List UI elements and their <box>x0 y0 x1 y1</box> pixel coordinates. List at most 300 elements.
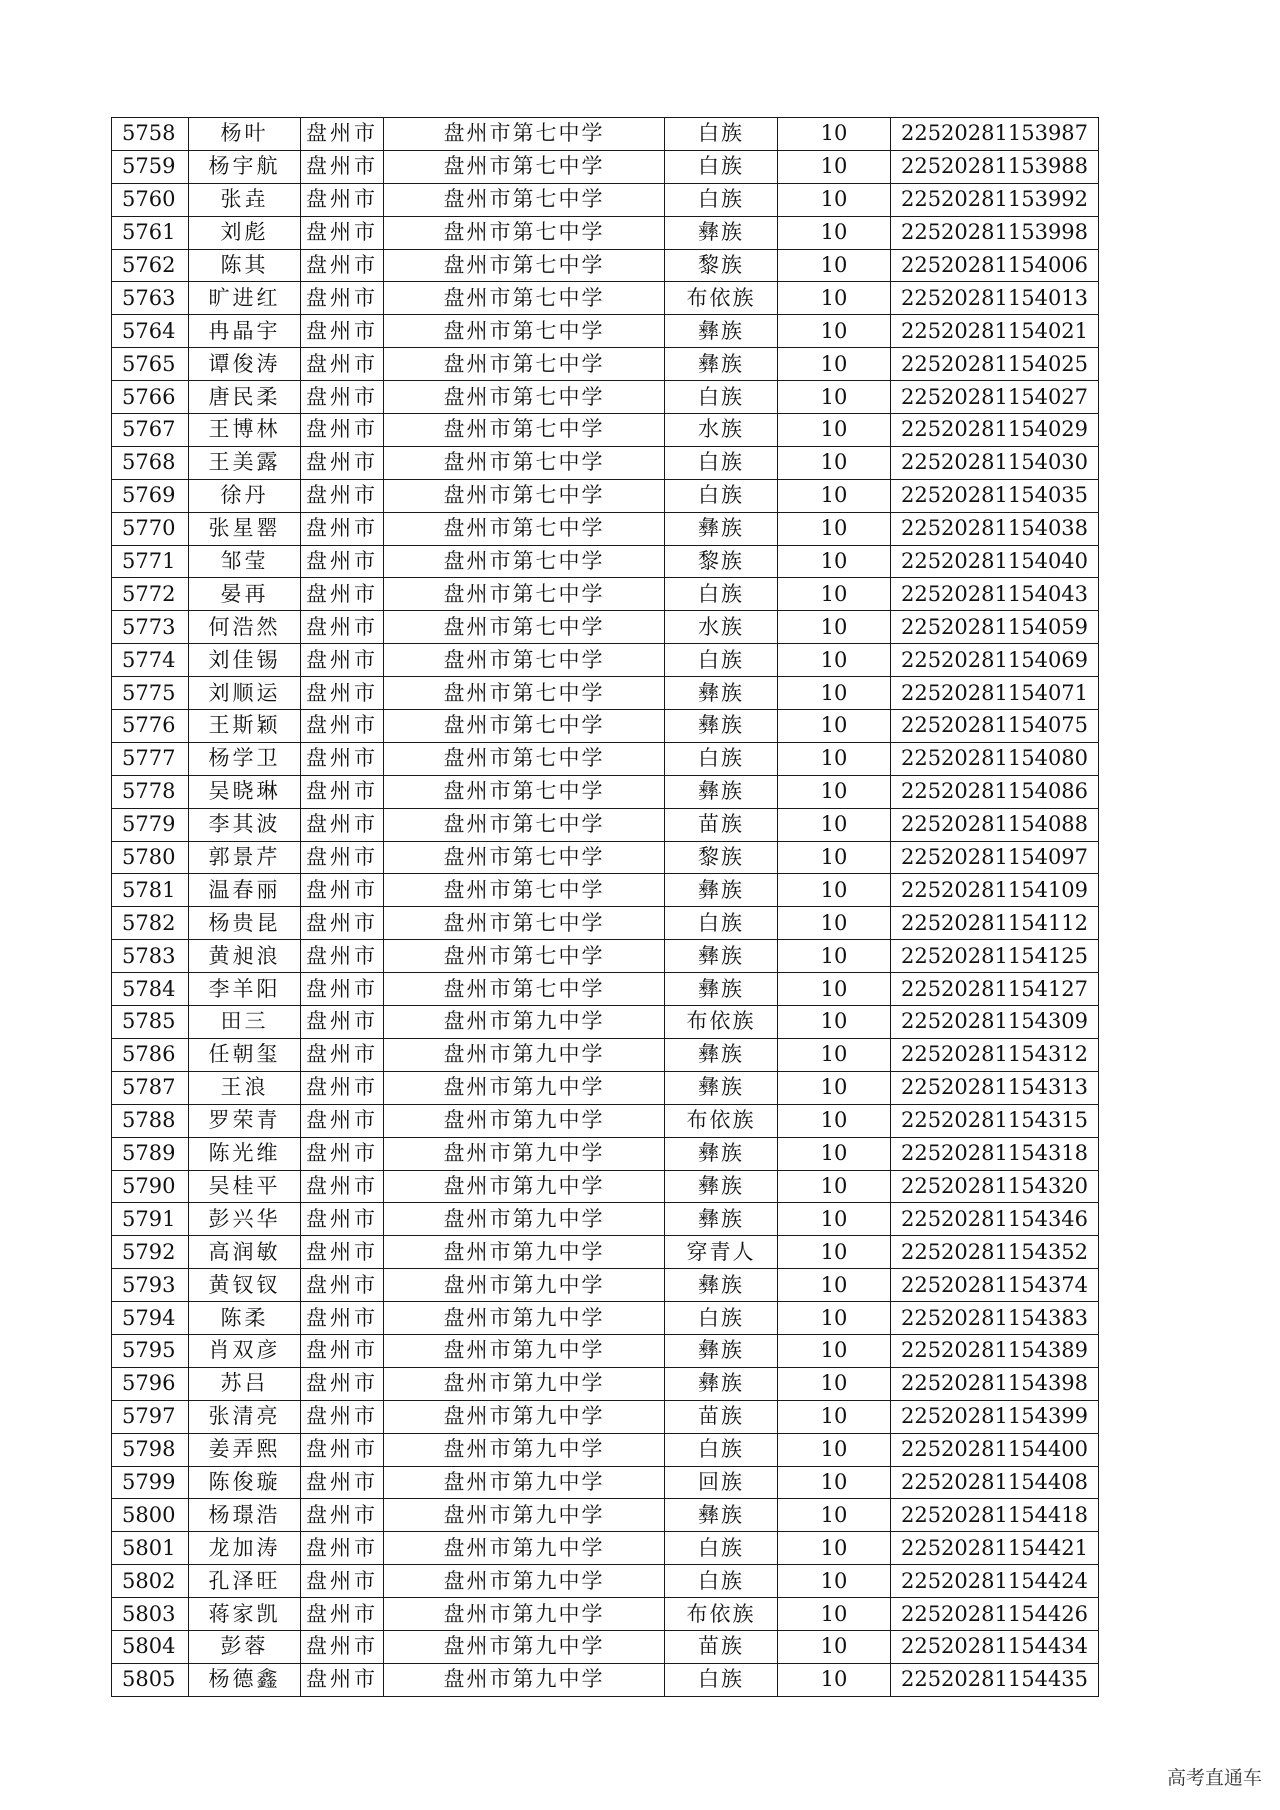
row-number-cell: 5784 <box>112 973 189 1006</box>
school-cell: 盘州市第九中学 <box>384 1630 665 1663</box>
table-row <box>112 545 1099 578</box>
exam-id-cell: 22520281154080 <box>891 742 1099 775</box>
table-row <box>112 282 1099 315</box>
school-cell: 盘州市第七中学 <box>384 841 665 874</box>
table-row <box>112 907 1099 940</box>
city-cell: 盘州市 <box>301 150 384 183</box>
city-cell: 盘州市 <box>301 1137 384 1170</box>
city-cell: 盘州市 <box>301 545 384 578</box>
grade-cell: 10 <box>778 1565 891 1598</box>
row-number-cell: 5773 <box>112 611 189 644</box>
grade-cell: 10 <box>778 808 891 841</box>
grade-cell: 10 <box>778 907 891 940</box>
ethnicity-cell: 白族 <box>665 1433 778 1466</box>
grade-cell: 10 <box>778 841 891 874</box>
ethnicity-cell: 白族 <box>665 446 778 479</box>
grade-cell: 10 <box>778 1236 891 1269</box>
grade-cell: 10 <box>778 677 891 710</box>
row-number-cell: 5771 <box>112 545 189 578</box>
row-number-cell: 5780 <box>112 841 189 874</box>
student-name-cell: 杨叶 <box>189 118 301 151</box>
exam-id-cell: 22520281154109 <box>891 874 1099 907</box>
table-row <box>112 841 1099 874</box>
exam-id-cell: 22520281154097 <box>891 841 1099 874</box>
exam-id-cell: 22520281154021 <box>891 315 1099 348</box>
school-cell: 盘州市第九中学 <box>384 1236 665 1269</box>
ethnicity-cell: 苗族 <box>665 1630 778 1663</box>
city-cell: 盘州市 <box>301 677 384 710</box>
student-name-cell: 晏再 <box>189 578 301 611</box>
row-number-cell: 5777 <box>112 742 189 775</box>
row-number-cell: 5776 <box>112 710 189 743</box>
student-name-cell: 刘顺运 <box>189 677 301 710</box>
row-number-cell: 5789 <box>112 1137 189 1170</box>
grade-cell: 10 <box>778 118 891 151</box>
city-cell: 盘州市 <box>301 315 384 348</box>
row-number-cell: 5772 <box>112 578 189 611</box>
table-row <box>112 1203 1099 1236</box>
grade-cell: 10 <box>778 1433 891 1466</box>
city-cell: 盘州市 <box>301 1269 384 1302</box>
exam-id-cell: 22520281154125 <box>891 940 1099 973</box>
city-cell: 盘州市 <box>301 841 384 874</box>
school-cell: 盘州市第七中学 <box>384 742 665 775</box>
ethnicity-cell: 彝族 <box>665 1203 778 1236</box>
student-name-cell: 唐民柔 <box>189 381 301 414</box>
grade-cell: 10 <box>778 282 891 315</box>
school-cell: 盘州市第七中学 <box>384 545 665 578</box>
ethnicity-cell: 白族 <box>665 118 778 151</box>
exam-id-cell: 22520281154071 <box>891 677 1099 710</box>
table-row <box>112 1433 1099 1466</box>
student-name-cell: 王浪 <box>189 1071 301 1104</box>
exam-id-cell: 22520281154029 <box>891 414 1099 447</box>
exam-id-cell: 22520281154320 <box>891 1170 1099 1203</box>
exam-id-cell: 22520281153987 <box>891 118 1099 151</box>
row-number-cell: 5799 <box>112 1466 189 1499</box>
student-name-cell: 吴桂平 <box>189 1170 301 1203</box>
ethnicity-cell: 苗族 <box>665 1400 778 1433</box>
exam-id-cell: 22520281154389 <box>891 1334 1099 1367</box>
roster-table <box>111 117 1099 1697</box>
table-row <box>112 348 1099 381</box>
grade-cell: 10 <box>778 710 891 743</box>
row-number-cell: 5759 <box>112 150 189 183</box>
table-row <box>112 1104 1099 1137</box>
table-row <box>112 381 1099 414</box>
city-cell: 盘州市 <box>301 1203 384 1236</box>
exam-id-cell: 22520281154075 <box>891 710 1099 743</box>
school-cell: 盘州市第九中学 <box>384 1302 665 1335</box>
table-row <box>112 710 1099 743</box>
school-cell: 盘州市第七中学 <box>384 808 665 841</box>
school-cell: 盘州市第九中学 <box>384 1466 665 1499</box>
student-name-cell: 王斯颖 <box>189 710 301 743</box>
ethnicity-cell: 布依族 <box>665 1598 778 1631</box>
exam-id-cell: 22520281153998 <box>891 216 1099 249</box>
school-cell: 盘州市第七中学 <box>384 578 665 611</box>
student-name-cell: 郭景芹 <box>189 841 301 874</box>
student-name-cell: 杨宇航 <box>189 150 301 183</box>
ethnicity-cell: 彝族 <box>665 1038 778 1071</box>
ethnicity-cell: 水族 <box>665 414 778 447</box>
ethnicity-cell: 白族 <box>665 1302 778 1335</box>
row-number-cell: 5761 <box>112 216 189 249</box>
exam-id-cell: 22520281154035 <box>891 479 1099 512</box>
table-row <box>112 1400 1099 1433</box>
ethnicity-cell: 白族 <box>665 742 778 775</box>
table-row <box>112 1137 1099 1170</box>
grade-cell: 10 <box>778 1598 891 1631</box>
ethnicity-cell: 白族 <box>665 150 778 183</box>
ethnicity-cell: 彝族 <box>665 348 778 381</box>
grade-cell: 10 <box>778 315 891 348</box>
school-cell: 盘州市第七中学 <box>384 216 665 249</box>
grade-cell: 10 <box>778 1137 891 1170</box>
row-number-cell: 5804 <box>112 1630 189 1663</box>
ethnicity-cell: 水族 <box>665 611 778 644</box>
city-cell: 盘州市 <box>301 118 384 151</box>
city-cell: 盘州市 <box>301 742 384 775</box>
table-row <box>112 512 1099 545</box>
exam-id-cell: 22520281154383 <box>891 1302 1099 1335</box>
exam-id-cell: 22520281154421 <box>891 1532 1099 1565</box>
city-cell: 盘州市 <box>301 512 384 545</box>
roster-body <box>112 118 1099 1697</box>
school-cell: 盘州市第九中学 <box>384 1170 665 1203</box>
city-cell: 盘州市 <box>301 1598 384 1631</box>
student-name-cell: 黄钗钗 <box>189 1269 301 1302</box>
student-name-cell: 刘佳锡 <box>189 644 301 677</box>
row-number-cell: 5763 <box>112 282 189 315</box>
exam-id-cell: 22520281154030 <box>891 446 1099 479</box>
ethnicity-cell: 彝族 <box>665 973 778 1006</box>
exam-id-cell: 22520281154352 <box>891 1236 1099 1269</box>
city-cell: 盘州市 <box>301 775 384 808</box>
school-cell: 盘州市第七中学 <box>384 479 665 512</box>
grade-cell: 10 <box>778 644 891 677</box>
ethnicity-cell: 穿青人 <box>665 1236 778 1269</box>
row-number-cell: 5793 <box>112 1269 189 1302</box>
student-name-cell: 何浩然 <box>189 611 301 644</box>
ethnicity-cell: 彝族 <box>665 315 778 348</box>
row-number-cell: 5769 <box>112 479 189 512</box>
row-number-cell: 5760 <box>112 183 189 216</box>
row-number-cell: 5794 <box>112 1302 189 1335</box>
ethnicity-cell: 彝族 <box>665 1334 778 1367</box>
school-cell: 盘州市第七中学 <box>384 348 665 381</box>
city-cell: 盘州市 <box>301 1170 384 1203</box>
student-name-cell: 王美露 <box>189 446 301 479</box>
exam-id-cell: 22520281154424 <box>891 1565 1099 1598</box>
table-row <box>112 611 1099 644</box>
row-number-cell: 5774 <box>112 644 189 677</box>
row-number-cell: 5800 <box>112 1499 189 1532</box>
ethnicity-cell: 白族 <box>665 1565 778 1598</box>
exam-id-cell: 22520281154025 <box>891 348 1099 381</box>
table-row <box>112 479 1099 512</box>
grade-cell: 10 <box>778 216 891 249</box>
exam-id-cell: 22520281154418 <box>891 1499 1099 1532</box>
student-name-cell: 徐丹 <box>189 479 301 512</box>
table-row <box>112 1334 1099 1367</box>
student-name-cell: 吴晓琳 <box>189 775 301 808</box>
city-cell: 盘州市 <box>301 446 384 479</box>
grade-cell: 10 <box>778 1630 891 1663</box>
row-number-cell: 5766 <box>112 381 189 414</box>
school-cell: 盘州市第七中学 <box>384 315 665 348</box>
row-number-cell: 5788 <box>112 1104 189 1137</box>
city-cell: 盘州市 <box>301 414 384 447</box>
school-cell: 盘州市第九中学 <box>384 1071 665 1104</box>
table-row <box>112 1565 1099 1598</box>
row-number-cell: 5768 <box>112 446 189 479</box>
ethnicity-cell: 苗族 <box>665 808 778 841</box>
grade-cell: 10 <box>778 1499 891 1532</box>
ethnicity-cell: 彝族 <box>665 1137 778 1170</box>
grade-cell: 10 <box>778 1006 891 1039</box>
city-cell: 盘州市 <box>301 1236 384 1269</box>
exam-id-cell: 22520281154315 <box>891 1104 1099 1137</box>
exam-id-cell: 22520281153988 <box>891 150 1099 183</box>
ethnicity-cell: 黎族 <box>665 841 778 874</box>
table-row <box>112 249 1099 282</box>
student-name-cell: 李其波 <box>189 808 301 841</box>
table-row <box>112 1038 1099 1071</box>
student-name-cell: 陈柔 <box>189 1302 301 1335</box>
student-name-cell: 邹莹 <box>189 545 301 578</box>
grade-cell: 10 <box>778 1269 891 1302</box>
grade-cell: 10 <box>778 545 891 578</box>
ethnicity-cell: 彝族 <box>665 1367 778 1400</box>
city-cell: 盘州市 <box>301 1499 384 1532</box>
school-cell: 盘州市第七中学 <box>384 150 665 183</box>
row-number-cell: 5785 <box>112 1006 189 1039</box>
table-row <box>112 973 1099 1006</box>
ethnicity-cell: 回族 <box>665 1466 778 1499</box>
ethnicity-cell: 彝族 <box>665 1170 778 1203</box>
school-cell: 盘州市第七中学 <box>384 973 665 1006</box>
row-number-cell: 5798 <box>112 1433 189 1466</box>
city-cell: 盘州市 <box>301 940 384 973</box>
ethnicity-cell: 彝族 <box>665 710 778 743</box>
ethnicity-cell: 布依族 <box>665 282 778 315</box>
ethnicity-cell: 白族 <box>665 907 778 940</box>
student-name-cell: 刘彪 <box>189 216 301 249</box>
ethnicity-cell: 白族 <box>665 183 778 216</box>
row-number-cell: 5795 <box>112 1334 189 1367</box>
table-row <box>112 1663 1099 1696</box>
school-cell: 盘州市第七中学 <box>384 249 665 282</box>
city-cell: 盘州市 <box>301 1038 384 1071</box>
table-row <box>112 578 1099 611</box>
ethnicity-cell: 白族 <box>665 1663 778 1696</box>
city-cell: 盘州市 <box>301 1006 384 1039</box>
student-name-cell: 姜弄熙 <box>189 1433 301 1466</box>
table-row <box>112 1630 1099 1663</box>
exam-id-cell: 22520281154038 <box>891 512 1099 545</box>
student-name-cell: 旷进红 <box>189 282 301 315</box>
student-name-cell: 张清亮 <box>189 1400 301 1433</box>
student-name-cell: 黄昶浪 <box>189 940 301 973</box>
exam-id-cell: 22520281154059 <box>891 611 1099 644</box>
student-name-cell: 任朝玺 <box>189 1038 301 1071</box>
exam-id-cell: 22520281154313 <box>891 1071 1099 1104</box>
ethnicity-cell: 布依族 <box>665 1006 778 1039</box>
grade-cell: 10 <box>778 249 891 282</box>
grade-cell: 10 <box>778 940 891 973</box>
grade-cell: 10 <box>778 414 891 447</box>
ethnicity-cell: 彝族 <box>665 1071 778 1104</box>
city-cell: 盘州市 <box>301 183 384 216</box>
ethnicity-cell: 白族 <box>665 479 778 512</box>
grade-cell: 10 <box>778 446 891 479</box>
school-cell: 盘州市第九中学 <box>384 1137 665 1170</box>
city-cell: 盘州市 <box>301 710 384 743</box>
student-name-cell: 冉晶宇 <box>189 315 301 348</box>
table-row <box>112 677 1099 710</box>
exam-id-cell: 22520281154400 <box>891 1433 1099 1466</box>
grade-cell: 10 <box>778 1367 891 1400</box>
school-cell: 盘州市第九中学 <box>384 1269 665 1302</box>
city-cell: 盘州市 <box>301 1334 384 1367</box>
table-row <box>112 644 1099 677</box>
table-row <box>112 1466 1099 1499</box>
table-row <box>112 1236 1099 1269</box>
exam-id-cell: 22520281154435 <box>891 1663 1099 1696</box>
ethnicity-cell: 彝族 <box>665 775 778 808</box>
row-number-cell: 5790 <box>112 1170 189 1203</box>
school-cell: 盘州市第七中学 <box>384 940 665 973</box>
student-name-cell: 龙加涛 <box>189 1532 301 1565</box>
exam-id-cell: 22520281154069 <box>891 644 1099 677</box>
table-row <box>112 1170 1099 1203</box>
row-number-cell: 5779 <box>112 808 189 841</box>
exam-id-cell: 22520281154127 <box>891 973 1099 1006</box>
grade-cell: 10 <box>778 611 891 644</box>
city-cell: 盘州市 <box>301 282 384 315</box>
ethnicity-cell: 白族 <box>665 644 778 677</box>
grade-cell: 10 <box>778 1038 891 1071</box>
school-cell: 盘州市第七中学 <box>384 775 665 808</box>
ethnicity-cell: 白族 <box>665 578 778 611</box>
city-cell: 盘州市 <box>301 1071 384 1104</box>
table-row <box>112 1302 1099 1335</box>
school-cell: 盘州市第七中学 <box>384 512 665 545</box>
ethnicity-cell: 彝族 <box>665 216 778 249</box>
school-cell: 盘州市第七中学 <box>384 446 665 479</box>
row-number-cell: 5786 <box>112 1038 189 1071</box>
row-number-cell: 5805 <box>112 1663 189 1696</box>
city-cell: 盘州市 <box>301 1104 384 1137</box>
exam-id-cell: 22520281154434 <box>891 1630 1099 1663</box>
school-cell: 盘州市第七中学 <box>384 414 665 447</box>
grade-cell: 10 <box>778 1071 891 1104</box>
grade-cell: 10 <box>778 1532 891 1565</box>
student-name-cell: 杨德鑫 <box>189 1663 301 1696</box>
student-name-cell: 陈光维 <box>189 1137 301 1170</box>
student-name-cell: 彭兴华 <box>189 1203 301 1236</box>
table-row <box>112 775 1099 808</box>
row-number-cell: 5802 <box>112 1565 189 1598</box>
exam-id-cell: 22520281154318 <box>891 1137 1099 1170</box>
table-row <box>112 1367 1099 1400</box>
student-name-cell: 谭俊涛 <box>189 348 301 381</box>
student-name-cell: 李羊阳 <box>189 973 301 1006</box>
grade-cell: 10 <box>778 150 891 183</box>
city-cell: 盘州市 <box>301 1367 384 1400</box>
city-cell: 盘州市 <box>301 479 384 512</box>
school-cell: 盘州市第九中学 <box>384 1203 665 1236</box>
student-name-cell: 张垚 <box>189 183 301 216</box>
student-name-cell: 温春丽 <box>189 874 301 907</box>
row-number-cell: 5764 <box>112 315 189 348</box>
city-cell: 盘州市 <box>301 1302 384 1335</box>
row-number-cell: 5801 <box>112 1532 189 1565</box>
exam-id-cell: 22520281154426 <box>891 1598 1099 1631</box>
student-name-cell: 陈俊璇 <box>189 1466 301 1499</box>
student-name-cell: 孔泽旺 <box>189 1565 301 1598</box>
city-cell: 盘州市 <box>301 1466 384 1499</box>
grade-cell: 10 <box>778 381 891 414</box>
city-cell: 盘州市 <box>301 381 384 414</box>
school-cell: 盘州市第七中学 <box>384 677 665 710</box>
city-cell: 盘州市 <box>301 808 384 841</box>
student-name-cell: 杨璟浩 <box>189 1499 301 1532</box>
row-number-cell: 5796 <box>112 1367 189 1400</box>
table-row <box>112 874 1099 907</box>
table-row <box>112 183 1099 216</box>
table-row <box>112 1499 1099 1532</box>
row-number-cell: 5767 <box>112 414 189 447</box>
ethnicity-cell: 布依族 <box>665 1104 778 1137</box>
city-cell: 盘州市 <box>301 1630 384 1663</box>
table-row <box>112 216 1099 249</box>
row-number-cell: 5775 <box>112 677 189 710</box>
row-number-cell: 5758 <box>112 118 189 151</box>
school-cell: 盘州市第九中学 <box>384 1367 665 1400</box>
table-row <box>112 446 1099 479</box>
school-cell: 盘州市第九中学 <box>384 1433 665 1466</box>
city-cell: 盘州市 <box>301 249 384 282</box>
student-name-cell: 张星罂 <box>189 512 301 545</box>
exam-id-cell: 22520281154312 <box>891 1038 1099 1071</box>
table-row <box>112 1532 1099 1565</box>
student-name-cell: 田三 <box>189 1006 301 1039</box>
school-cell: 盘州市第九中学 <box>384 1499 665 1532</box>
student-name-cell: 罗荣青 <box>189 1104 301 1137</box>
ethnicity-cell: 彝族 <box>665 1269 778 1302</box>
exam-id-cell: 22520281154088 <box>891 808 1099 841</box>
grade-cell: 10 <box>778 479 891 512</box>
ethnicity-cell: 黎族 <box>665 249 778 282</box>
row-number-cell: 5792 <box>112 1236 189 1269</box>
exam-id-cell: 22520281154013 <box>891 282 1099 315</box>
student-name-cell: 彭蓉 <box>189 1630 301 1663</box>
school-cell: 盘州市第七中学 <box>384 874 665 907</box>
row-number-cell: 5791 <box>112 1203 189 1236</box>
ethnicity-cell: 彝族 <box>665 512 778 545</box>
exam-id-cell: 22520281154399 <box>891 1400 1099 1433</box>
school-cell: 盘州市第九中学 <box>384 1400 665 1433</box>
grade-cell: 10 <box>778 1302 891 1335</box>
city-cell: 盘州市 <box>301 348 384 381</box>
grade-cell: 10 <box>778 1170 891 1203</box>
school-cell: 盘州市第九中学 <box>384 1663 665 1696</box>
table-row <box>112 808 1099 841</box>
table-row <box>112 1006 1099 1039</box>
ethnicity-cell: 彝族 <box>665 940 778 973</box>
